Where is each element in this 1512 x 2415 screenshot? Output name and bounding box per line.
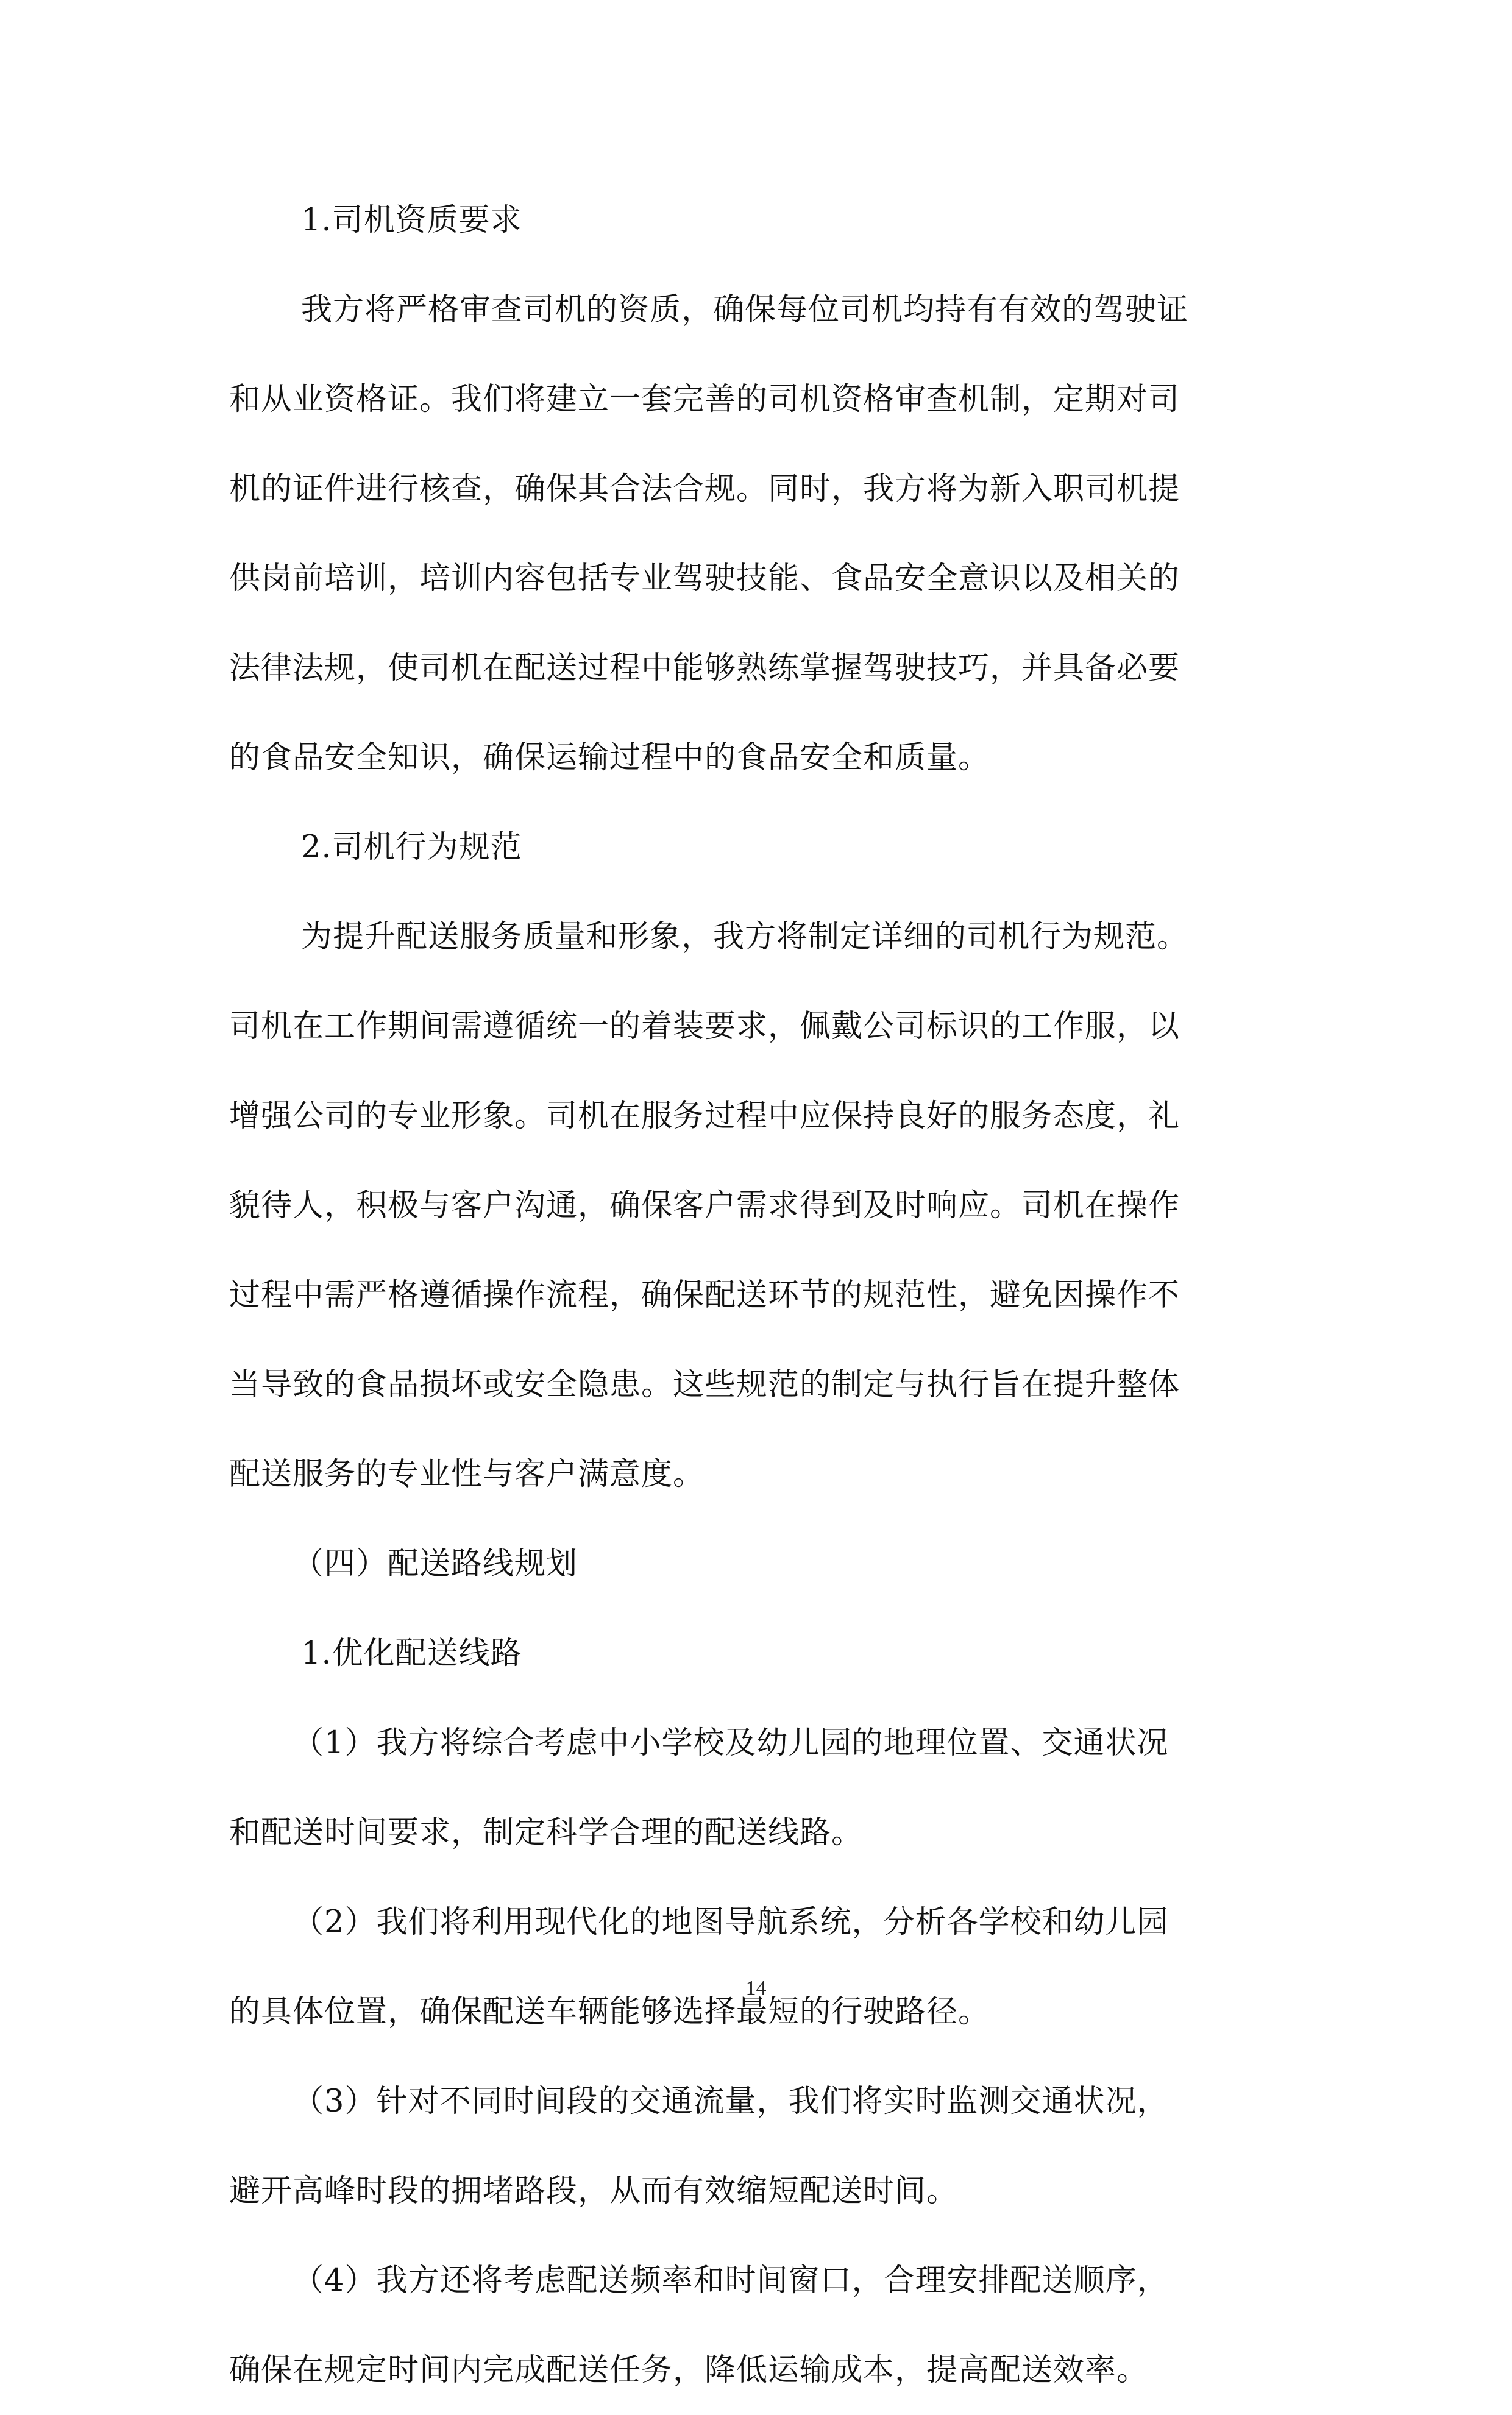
list-item-line: （2）我们将利用现代化的地图导航系统，分析各学校和幼儿园 bbox=[293, 1904, 1169, 1940]
paragraph-line: 我方将严格审查司机的资质，确保每位司机均持有有效的驾驶证 bbox=[301, 292, 1189, 328]
list-item-line: 确保在规定时间内完成配送任务，降低运输成本，提高配送效率。 bbox=[229, 2352, 1149, 2388]
paragraph-line: 司机在工作期间需遵循统一的着装要求，佩戴公司标识的工作服，以 bbox=[229, 1009, 1180, 1044]
list-item-line: （4）我方还将考虑配送频率和时间窗口，合理安排配送顺序， bbox=[293, 2263, 1169, 2299]
list-item-line: 避开高峰时段的拥堵路段，从而有效缩短配送时间。 bbox=[229, 2173, 959, 2209]
document-body bbox=[229, 176, 1283, 2415]
list-item-line: （3）针对不同时间段的交通流量，我们将实时监测交通状况， bbox=[293, 2083, 1169, 2119]
subheading-driver-conduct: 2.司机行为规范 bbox=[301, 829, 522, 865]
paragraph-line: 增强公司的专业形象。司机在服务过程中应保持良好的服务态度，礼 bbox=[229, 1098, 1180, 1134]
paragraph-line: 当导致的食品损坏或安全隐患。这些规范的制定与执行旨在提升整体 bbox=[229, 1367, 1180, 1403]
paragraph-line: 供岗前培训，培训内容包括专业驾驶技能、食品安全意识以及相关的 bbox=[229, 561, 1180, 597]
paragraph-line: 过程中需严格遵循操作流程，确保配送环节的规范性，避免因操作不 bbox=[229, 1277, 1180, 1313]
paragraph-line: 机的证件进行核查，确保其合法合规。同时，我方将为新入职司机提 bbox=[229, 471, 1180, 507]
paragraph-line: 为提升配送服务质量和形象，我方将制定详细的司机行为规范。 bbox=[301, 919, 1189, 955]
section-heading-route-planning: （四）配送路线规划 bbox=[293, 1546, 578, 1582]
paragraph-line: 配送服务的专业性与客户满意度。 bbox=[229, 1456, 705, 1492]
paragraph-line: 和从业资格证。我们将建立一套完善的司机资格审查机制，定期对司 bbox=[229, 381, 1180, 417]
list-item-line: （1）我方将综合考虑中小学校及幼儿园的地理位置、交通状况 bbox=[293, 1725, 1169, 1761]
list-item-line: 和配送时间要求，制定科学合理的配送线路。 bbox=[229, 1815, 864, 1851]
list-item-line: 的具体位置，确保配送车辆能够选择最短的行驶路径。 bbox=[229, 1994, 990, 2030]
paragraph-line: 法律法规，使司机在配送过程中能够熟练掌握驾驶技巧，并具备必要 bbox=[229, 650, 1180, 686]
subheading-optimize-routes: 1.优化配送线路 bbox=[301, 1636, 522, 1672]
subheading-driver-qualification: 1.司机资质要求 bbox=[301, 202, 522, 238]
page-number: 14 bbox=[745, 1977, 767, 1999]
paragraph-line: 的食品安全知识，确保运输过程中的食品安全和质量。 bbox=[229, 740, 990, 776]
paragraph-line: 貌待人，积极与客户沟通，确保客户需求得到及时响应。司机在操作 bbox=[229, 1188, 1180, 1224]
